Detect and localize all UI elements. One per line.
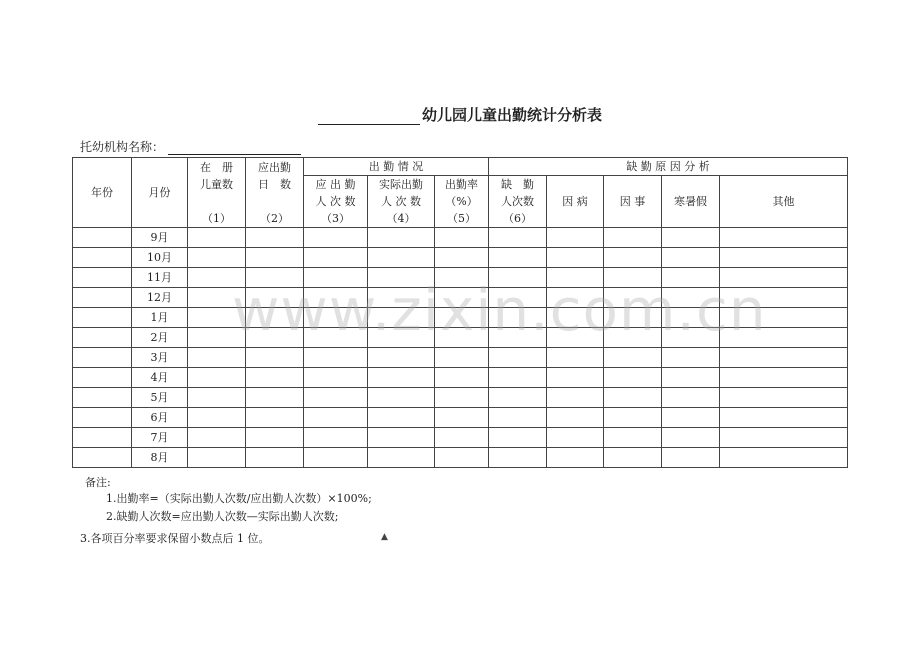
- data-cell: [304, 408, 368, 428]
- month-cell: 3月: [132, 348, 188, 368]
- data-cell: [435, 408, 489, 428]
- data-cell: [604, 408, 662, 428]
- data-cell: [188, 248, 246, 268]
- data-cell: [604, 248, 662, 268]
- data-cell: [73, 268, 132, 288]
- data-cell: [435, 388, 489, 408]
- data-cell: [662, 288, 720, 308]
- header-vacation: 寒暑假: [662, 176, 720, 228]
- data-cell: [246, 348, 304, 368]
- data-cell: [547, 348, 604, 368]
- data-cell: [188, 228, 246, 248]
- data-cell: [547, 408, 604, 428]
- data-cell: [720, 308, 848, 328]
- data-cell: [720, 408, 848, 428]
- data-cell: [547, 448, 604, 468]
- data-cell: [188, 268, 246, 288]
- data-cell: [188, 328, 246, 348]
- data-cell: [304, 268, 368, 288]
- data-cell: [604, 268, 662, 288]
- data-cell: [720, 288, 848, 308]
- data-cell: [720, 228, 848, 248]
- data-cell: [304, 348, 368, 368]
- data-cell: [73, 308, 132, 328]
- data-cell: [368, 268, 435, 288]
- header-year: 年份: [73, 158, 132, 228]
- note-3: 3.各项百分率要求保留小数点后 1 位。: [80, 532, 270, 545]
- month-cell: 4月: [132, 368, 188, 388]
- data-cell: [435, 308, 489, 328]
- data-cell: [662, 268, 720, 288]
- data-cell: [547, 288, 604, 308]
- data-cell: [246, 308, 304, 328]
- data-cell: [188, 348, 246, 368]
- header-actual: 实际出勤 人 次 数 （4）: [368, 176, 435, 228]
- data-cell: [246, 448, 304, 468]
- month-cell: 12月: [132, 288, 188, 308]
- data-cell: [368, 448, 435, 468]
- data-cell: [246, 268, 304, 288]
- header-absence-count: 缺 勤 人次数 （6）: [489, 176, 547, 228]
- data-cell: [662, 368, 720, 388]
- data-cell: [368, 368, 435, 388]
- data-cell: [604, 328, 662, 348]
- document-mark-icon: ▲: [381, 532, 388, 542]
- data-cell: [604, 228, 662, 248]
- month-cell: 2月: [132, 328, 188, 348]
- title-blank-line: [318, 108, 420, 125]
- data-cell: [489, 328, 547, 348]
- data-cell: [662, 308, 720, 328]
- data-cell: [547, 368, 604, 388]
- data-cell: [188, 408, 246, 428]
- watermark: www.zixin.com.cn: [232, 276, 767, 344]
- data-cell: [304, 428, 368, 448]
- table-row: [73, 428, 848, 448]
- data-cell: [662, 348, 720, 368]
- org-name-label: 托幼机构名称：: [80, 140, 165, 154]
- data-cell: [435, 348, 489, 368]
- org-name-blank: [168, 141, 301, 155]
- data-cell: [435, 448, 489, 468]
- data-cell: [604, 448, 662, 468]
- data-cell: [304, 368, 368, 388]
- data-cell: [720, 248, 848, 268]
- note-2: 2.缺勤人次数=应出勤人次数—实际出勤人次数;: [106, 510, 339, 523]
- data-cell: [720, 428, 848, 448]
- data-cell: [73, 368, 132, 388]
- data-cell: [246, 408, 304, 428]
- data-cell: [246, 388, 304, 408]
- data-cell: [489, 348, 547, 368]
- data-cell: [188, 288, 246, 308]
- document-title: [0, 104, 920, 125]
- data-cell: [547, 248, 604, 268]
- table-row: [73, 288, 848, 308]
- data-cell: [720, 328, 848, 348]
- data-cell: [662, 388, 720, 408]
- data-cell: [489, 228, 547, 248]
- data-cell: [489, 408, 547, 428]
- data-cell: [662, 248, 720, 268]
- data-cell: [489, 248, 547, 268]
- data-cell: [188, 448, 246, 468]
- data-cell: [246, 248, 304, 268]
- table-row: [73, 348, 848, 368]
- data-cell: [604, 428, 662, 448]
- data-cell: [720, 368, 848, 388]
- table-row: [73, 448, 848, 468]
- attendance-table: [72, 157, 848, 468]
- data-cell: [489, 288, 547, 308]
- data-cell: [547, 328, 604, 348]
- header-absence-group: 缺 勤 原 因 分 析: [489, 158, 848, 176]
- data-cell: [73, 288, 132, 308]
- data-cell: [304, 328, 368, 348]
- data-cell: [435, 428, 489, 448]
- data-cell: [304, 308, 368, 328]
- month-cell: 1月: [132, 308, 188, 328]
- data-cell: [435, 268, 489, 288]
- data-cell: [368, 388, 435, 408]
- table-row: [73, 408, 848, 428]
- month-cell: 7月: [132, 428, 188, 448]
- data-cell: [662, 448, 720, 468]
- data-cell: [246, 328, 304, 348]
- data-cell: [435, 328, 489, 348]
- data-cell: [435, 288, 489, 308]
- data-cell: [304, 388, 368, 408]
- data-cell: [304, 248, 368, 268]
- data-cell: [368, 288, 435, 308]
- data-cell: [188, 428, 246, 448]
- title-text: 幼儿园儿童出勤统计分析表: [421, 106, 602, 124]
- data-cell: [720, 388, 848, 408]
- data-cell: [489, 388, 547, 408]
- data-cell: [435, 248, 489, 268]
- table-row: [73, 328, 848, 348]
- data-cell: [604, 348, 662, 368]
- data-cell: [489, 308, 547, 328]
- header-month: 月份: [132, 158, 188, 228]
- data-cell: [604, 388, 662, 408]
- data-cell: [662, 428, 720, 448]
- data-cell: [246, 288, 304, 308]
- data-cell: [73, 228, 132, 248]
- table-row: [73, 308, 848, 328]
- data-cell: [368, 408, 435, 428]
- data-cell: [720, 448, 848, 468]
- header-rate: 出勤率 （%） （5）: [435, 176, 489, 228]
- data-cell: [73, 448, 132, 468]
- org-name-row: [80, 138, 301, 155]
- table-row: [73, 368, 848, 388]
- data-cell: [368, 248, 435, 268]
- data-cell: [246, 228, 304, 248]
- table-row: [73, 248, 848, 268]
- data-cell: [547, 228, 604, 248]
- data-cell: [662, 228, 720, 248]
- table-row: [73, 228, 848, 248]
- data-cell: [304, 288, 368, 308]
- data-cell: [547, 388, 604, 408]
- month-cell: 11月: [132, 268, 188, 288]
- data-cell: [489, 368, 547, 388]
- data-cell: [246, 368, 304, 388]
- data-cell: [368, 308, 435, 328]
- data-cell: [304, 228, 368, 248]
- data-cell: [304, 448, 368, 468]
- data-cell: [188, 388, 246, 408]
- data-cell: [662, 408, 720, 428]
- data-cell: [720, 268, 848, 288]
- header-other: 其他: [720, 176, 848, 228]
- data-cell: [604, 368, 662, 388]
- data-cell: [489, 448, 547, 468]
- data-cell: [547, 428, 604, 448]
- month-cell: 8月: [132, 448, 188, 468]
- data-cell: [73, 388, 132, 408]
- data-cell: [489, 428, 547, 448]
- data-cell: [73, 408, 132, 428]
- table-row: [73, 268, 848, 288]
- table-row: [73, 388, 848, 408]
- month-rows: [73, 228, 848, 468]
- header-attendance-group: 出 勤 情 况: [304, 158, 489, 176]
- header-sick: 因 病: [547, 176, 604, 228]
- header-expected: 应 出 勤 人 次 数 （3）: [304, 176, 368, 228]
- month-cell: 5月: [132, 388, 188, 408]
- data-cell: [662, 328, 720, 348]
- data-cell: [435, 228, 489, 248]
- data-cell: [604, 308, 662, 328]
- data-cell: [489, 268, 547, 288]
- data-cell: [73, 248, 132, 268]
- header-attendance-days: 应出勤 日 数 （2）: [246, 158, 304, 228]
- header-personal: 因 事: [604, 176, 662, 228]
- data-cell: [547, 268, 604, 288]
- month-cell: 9月: [132, 228, 188, 248]
- data-cell: [73, 328, 132, 348]
- data-cell: [368, 348, 435, 368]
- data-cell: [368, 428, 435, 448]
- month-cell: 10月: [132, 248, 188, 268]
- data-cell: [435, 368, 489, 388]
- note-1: 1.出勤率=（实际出勤人次数/应出勤人次数）×100%;: [106, 492, 372, 505]
- data-cell: [720, 348, 848, 368]
- notes-label: 备注:: [85, 476, 111, 489]
- data-cell: [188, 308, 246, 328]
- header-enrolled: 在 册 儿童数 （1）: [188, 158, 246, 228]
- data-cell: [73, 428, 132, 448]
- data-cell: [547, 308, 604, 328]
- data-cell: [368, 328, 435, 348]
- month-cell: 6月: [132, 408, 188, 428]
- data-cell: [188, 368, 246, 388]
- data-cell: [246, 428, 304, 448]
- data-cell: [368, 228, 435, 248]
- data-cell: [604, 288, 662, 308]
- data-cell: [73, 348, 132, 368]
